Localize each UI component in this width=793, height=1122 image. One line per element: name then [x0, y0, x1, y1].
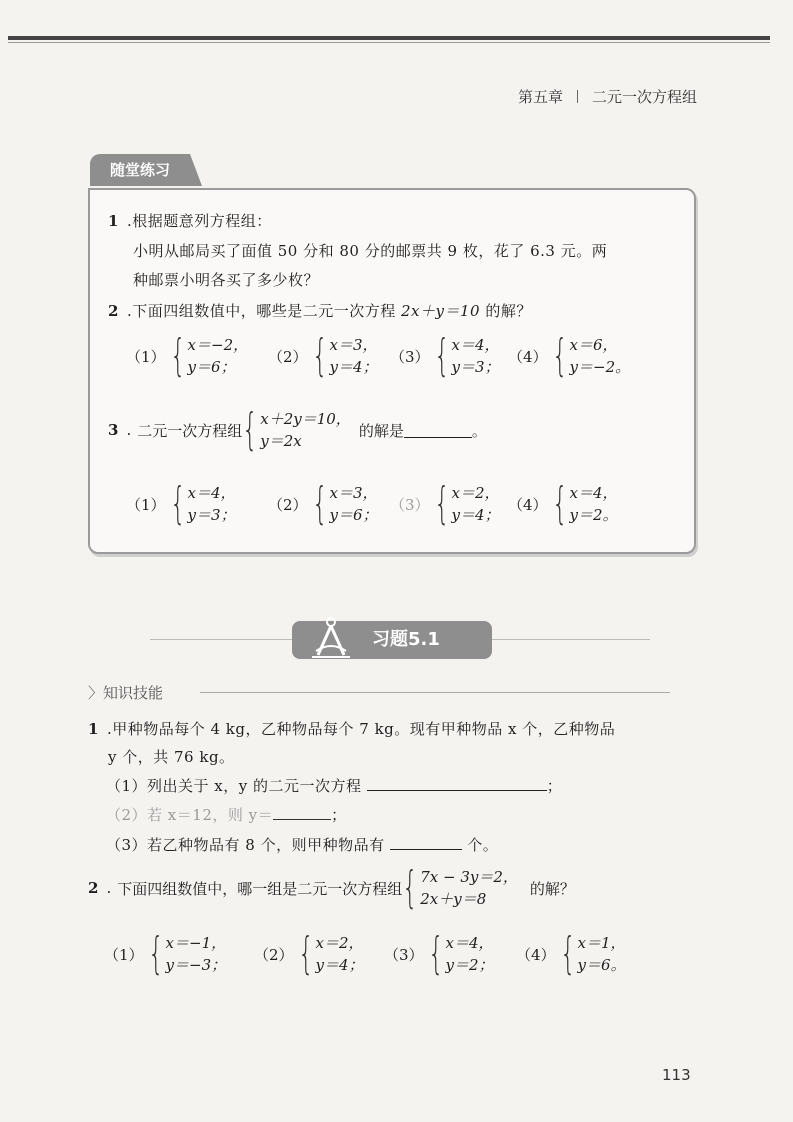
- option-line: x＝4，: [187, 484, 236, 502]
- top-rule: [8, 36, 770, 40]
- brace-icon: {: [551, 478, 568, 529]
- option-line: x＝2，: [451, 484, 500, 502]
- section-rule: [200, 692, 670, 693]
- practice-q2-option-4: [508, 330, 631, 381]
- option-line: x＝4，: [445, 934, 494, 952]
- option-line: y＝3；: [451, 358, 500, 376]
- compass-icon: [308, 615, 354, 661]
- exercise-q1-sub2: [106, 804, 347, 825]
- equation: 2x＋y＝10: [401, 302, 481, 320]
- brace-icon: {: [147, 928, 164, 979]
- exercise-banner: [150, 615, 650, 665]
- practice-q1-line1: 1 .根据题意列方程组：: [108, 212, 272, 230]
- answer-blank[interactable]: [367, 776, 547, 791]
- option-line: x＝4，: [569, 484, 618, 502]
- sub-question-text: （1）列出关于 x，y 的二元一次方程: [106, 777, 362, 795]
- chapter-label: 第五章: [517, 88, 563, 106]
- practice-q3-option-3: [390, 478, 500, 529]
- option-line: x＝3，: [329, 336, 378, 354]
- exercise-q2-option-2: [254, 928, 364, 979]
- system-line: y＝2x: [260, 432, 302, 450]
- option-label: （2）: [268, 347, 308, 366]
- answer-blank[interactable]: [273, 805, 331, 820]
- option-line: x＝−1，: [165, 934, 227, 952]
- question-text: 下面四组数值中，哪些是二元一次方程: [132, 302, 401, 320]
- brace-icon: {: [433, 478, 450, 529]
- section-title: 知识技能: [103, 684, 164, 702]
- sub-question-text: （2）若 x＝12，则 y＝: [106, 806, 274, 824]
- option-line: y＝6；: [187, 358, 236, 376]
- brace-icon: {: [427, 928, 444, 979]
- option-label: （2）: [268, 495, 308, 514]
- practice-q2-option-3: [390, 330, 500, 381]
- option-line: x＝1，: [577, 934, 626, 952]
- option-label: （3）: [384, 945, 424, 964]
- brace-icon: {: [311, 330, 328, 381]
- question-text-end: 的解？: [529, 879, 575, 898]
- question-number: 2: [108, 302, 119, 320]
- practice-q2-option-1: [126, 330, 249, 381]
- running-header: [518, 86, 697, 107]
- question-text: 二元一次方程组: [137, 421, 243, 440]
- practice-q2-stem: 2 .下面四组数值中，哪些是二元一次方程 2x＋y＝10 的解？: [108, 302, 532, 320]
- question-text: 甲种物品每个 4 kg，乙种物品每个 7 kg。现有甲种物品 x 个，乙种物品: [112, 720, 616, 738]
- header-separator: [577, 90, 578, 103]
- question-number: 2: [88, 879, 99, 897]
- option-line: y＝3；: [187, 506, 236, 524]
- option-line: y＝−2。: [569, 358, 631, 376]
- practice-q2-option-2: [268, 330, 378, 381]
- question-number: 1: [108, 212, 119, 230]
- practice-q1-line2: 小明从邮局买了面值 50 分和 80 分的邮票共 9 枚，花了 6.3 元。两: [133, 242, 608, 260]
- question-text: 根据题意列方程组：: [132, 212, 272, 230]
- system-line: x＋2y＝10，: [260, 410, 351, 428]
- option-label: （4）: [516, 945, 556, 964]
- brace-icon: {: [242, 404, 258, 455]
- system-line: 2x＋y＝8: [420, 890, 487, 908]
- question-text: 下面四组数值中，哪一组是二元一次方程组: [117, 879, 403, 898]
- answer-blank[interactable]: [404, 423, 472, 438]
- exercise-q2-option-1: [104, 928, 227, 979]
- brace-icon: {: [311, 478, 328, 529]
- option-line: y＝−3；: [165, 956, 227, 974]
- option-line: y＝4；: [451, 506, 500, 524]
- option-label: （4）: [508, 347, 548, 366]
- option-line: y＝2。: [569, 506, 618, 524]
- option-line: y＝6；: [329, 506, 378, 524]
- exercise-q2-option-3: [384, 928, 494, 979]
- option-line: x＝2，: [315, 934, 364, 952]
- brace-icon: {: [402, 862, 418, 913]
- question-number: 1: [88, 720, 99, 738]
- chevron-right-icon: 〉: [88, 684, 104, 702]
- practice-q3-option-1: [126, 478, 236, 529]
- exercise-q1-line2: y 个，共 76 kg。: [108, 748, 235, 766]
- practice-q3-stem: 3 . 二元一次方程组 { x＋2y＝10， y＝2x 的解是 。: [108, 404, 487, 455]
- option-line: y＝4；: [315, 956, 364, 974]
- practice-q3-option-2: [268, 478, 378, 529]
- practice-tag: 随堂练习: [90, 154, 190, 186]
- sub-question-end: 个。: [467, 836, 499, 854]
- sub-question-end: ；: [331, 806, 347, 824]
- chapter-topic: 二元一次方程组: [591, 88, 697, 106]
- option-line: y＝2；: [445, 956, 494, 974]
- option-line: x＝4，: [451, 336, 500, 354]
- practice-q3-option-4: [508, 478, 618, 529]
- exercise-q1-sub3: [106, 834, 498, 855]
- exercise-q1-sub1: [106, 775, 562, 796]
- practice-q1-line3: 种邮票小明各买了多少枚？: [133, 271, 320, 289]
- option-label: （1）: [126, 347, 166, 366]
- banner-title: 习题5.1: [372, 629, 440, 650]
- sub-question-end: ；: [546, 777, 563, 795]
- brace-icon: {: [169, 330, 186, 381]
- option-label: （1）: [126, 495, 166, 514]
- question-number: 3: [108, 421, 119, 439]
- option-label: （3）: [390, 495, 430, 514]
- option-line: y＝6。: [577, 956, 626, 974]
- brace-icon: {: [169, 478, 186, 529]
- brace-icon: {: [297, 928, 314, 979]
- top-rule-thin: [8, 42, 770, 43]
- sub-question-text: （3）若乙种物品有 8 个，则甲种物品有: [106, 836, 385, 854]
- page-number: 113: [662, 1066, 691, 1084]
- option-line: x＝6，: [569, 336, 618, 354]
- exercise-q1-line1: 1 .甲种物品每个 4 kg，乙种物品每个 7 kg。现有甲种物品 x 个，乙种物品: [88, 720, 616, 738]
- exercise-q2-option-4: [516, 928, 626, 979]
- exercise-q2-stem: 2 . 下面四组数值中，哪一组是二元一次方程组 { 7x − 3y＝2， 2x＋y＝8 的解？: [88, 862, 575, 913]
- question-end-mark: 。: [471, 421, 487, 440]
- question-text-end: 的解？: [480, 302, 532, 320]
- option-line: x＝−2，: [187, 336, 249, 354]
- option-label: （1）: [104, 945, 144, 964]
- option-label: （4）: [508, 495, 548, 514]
- brace-icon: {: [551, 330, 568, 381]
- option-label: （3）: [390, 347, 430, 366]
- brace-icon: {: [433, 330, 450, 381]
- system-line: 7x − 3y＝2，: [420, 868, 518, 886]
- answer-blank[interactable]: [390, 835, 462, 850]
- brace-icon: {: [559, 928, 576, 979]
- section-heading: [88, 682, 163, 703]
- option-line: x＝3，: [329, 484, 378, 502]
- option-line: y＝4；: [329, 358, 378, 376]
- question-text-end: 的解是: [358, 421, 404, 440]
- option-label: （2）: [254, 945, 294, 964]
